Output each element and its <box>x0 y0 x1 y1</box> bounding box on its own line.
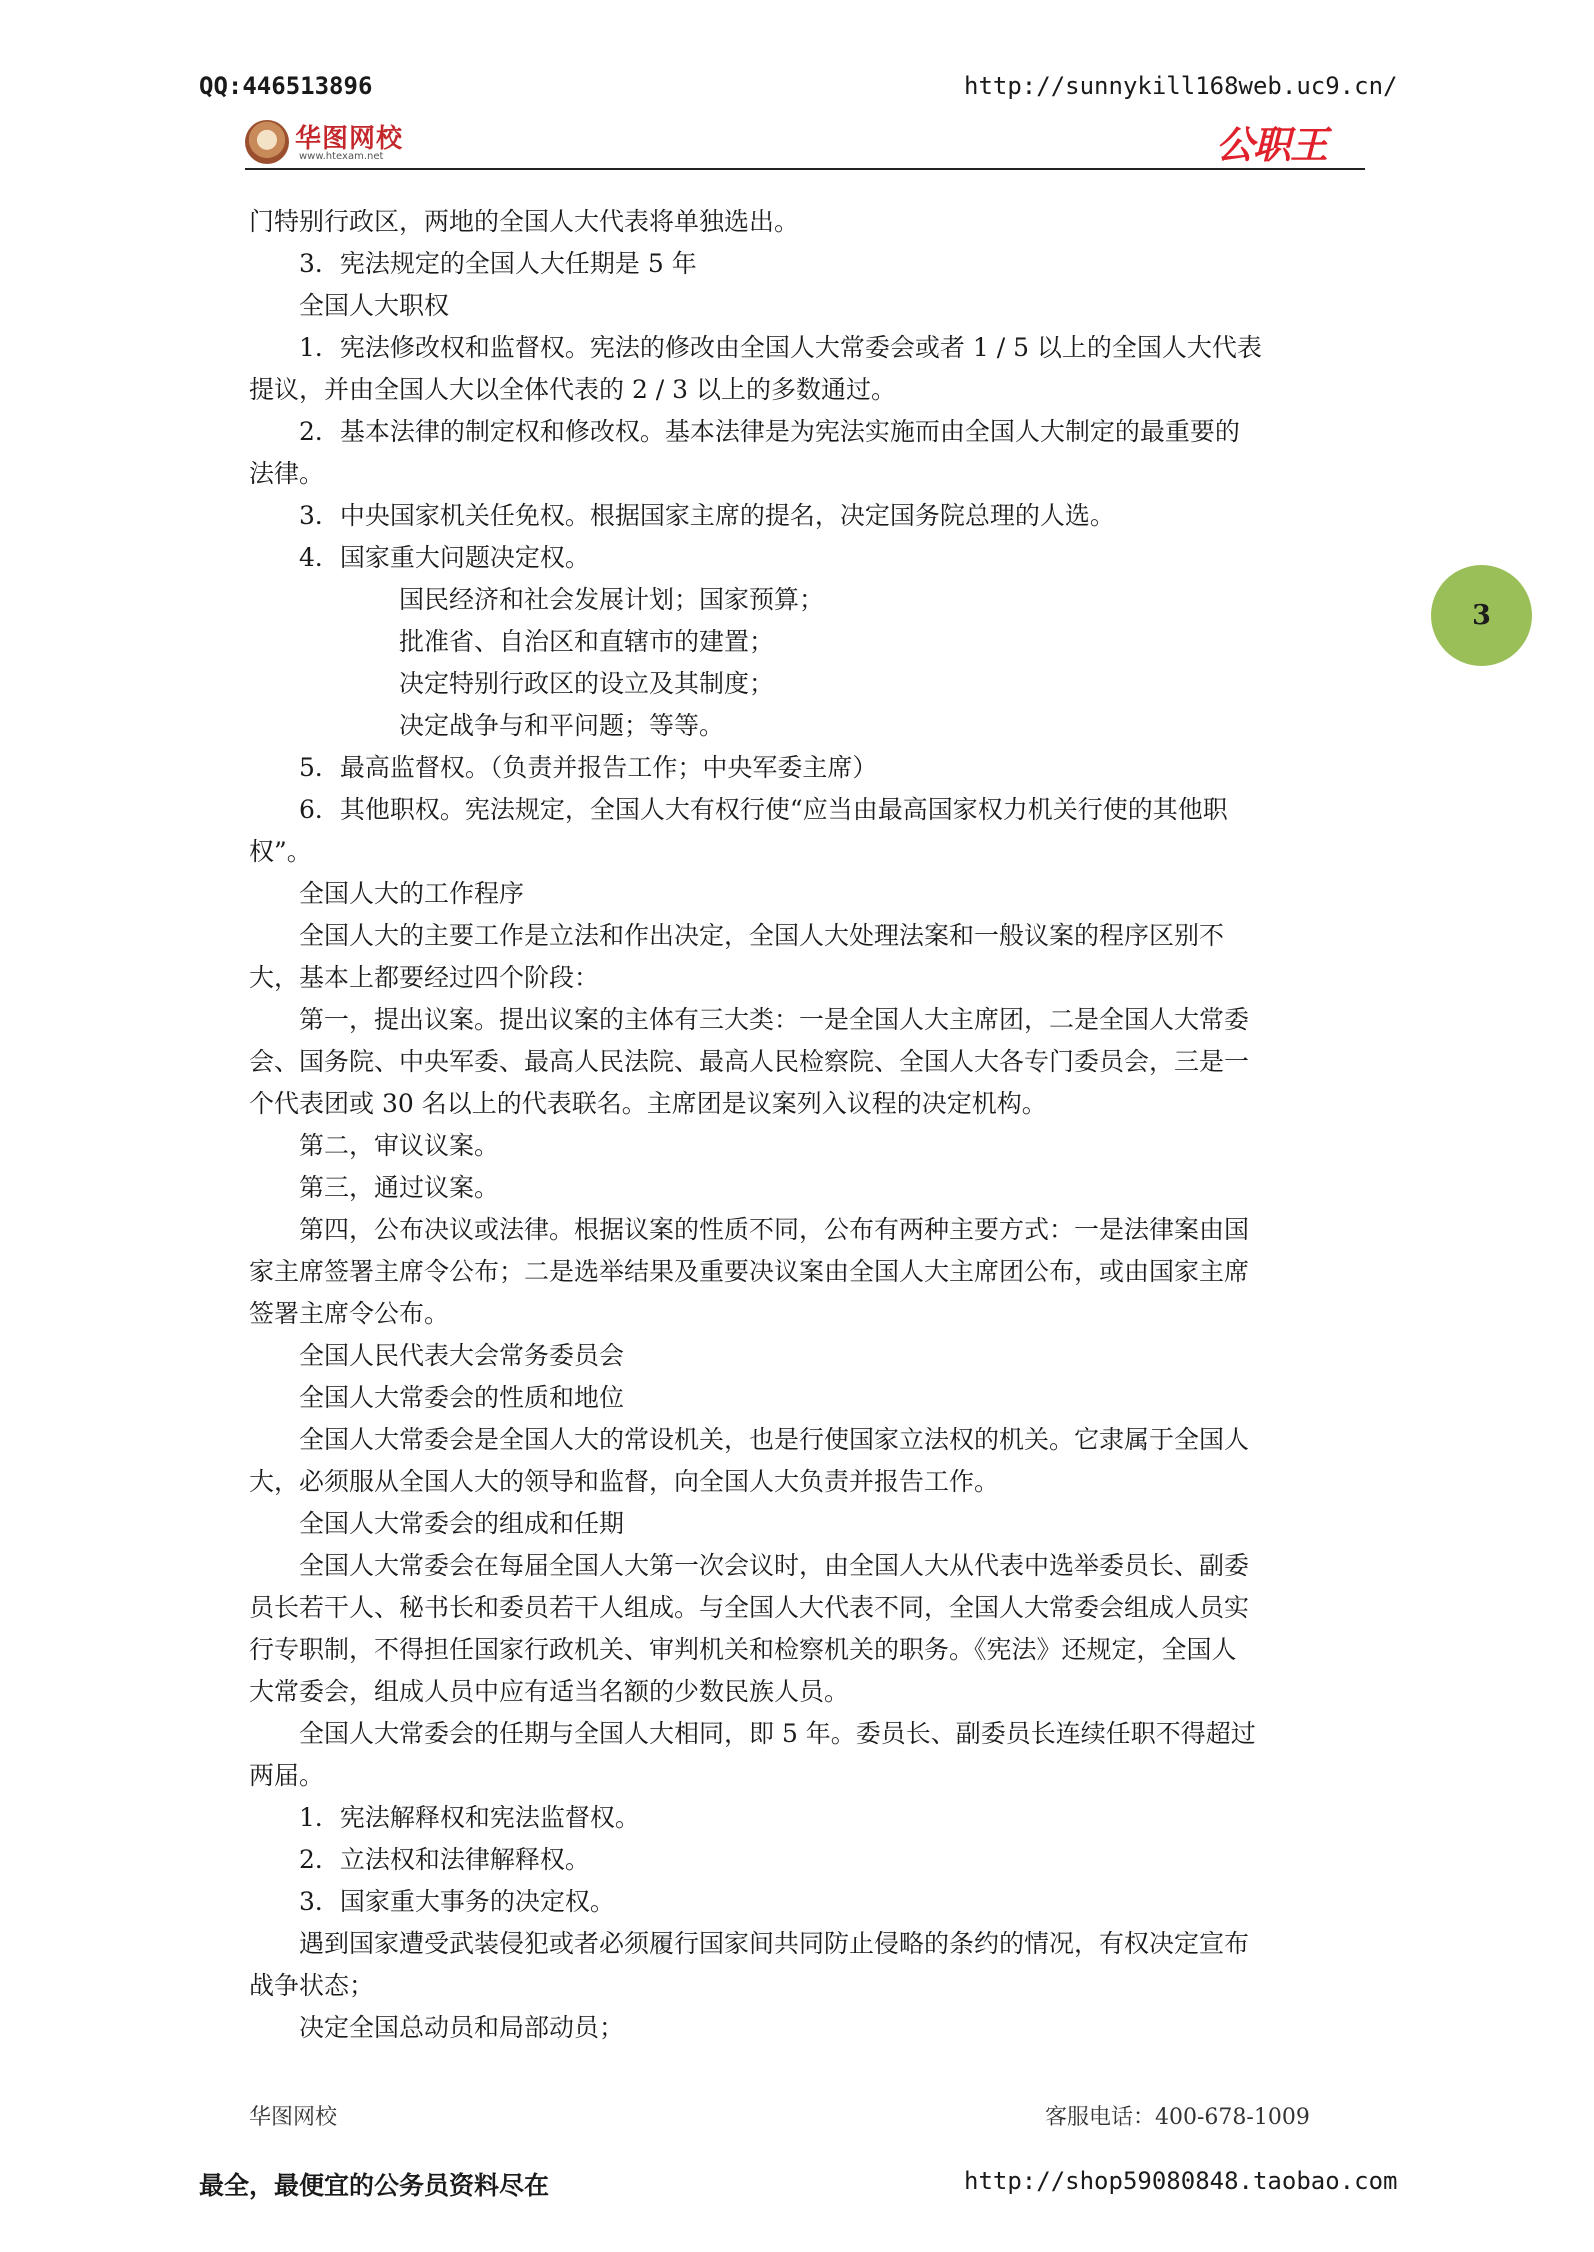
footer-brand: 华图网校 <box>249 2105 338 2130</box>
body-line: 4．国家重大问题决定权。 <box>249 543 590 572</box>
body-line: 全国人大常委会的性质和地位 <box>249 1383 625 1412</box>
huatu-logo <box>245 116 415 168</box>
body-line: 3．中央国家机关任免权。根据国家主席的提名，决定国务院总理的人选。 <box>249 501 1115 530</box>
body-line: 全国人大常委会在每届全国人大第一次会议时，由全国人大从代表中选举委员长、副委 <box>249 1551 1250 1580</box>
body-line: 全国人大的主要工作是立法和作出决定，全国人大处理法案和一般议案的程序区别不 <box>249 921 1225 950</box>
body-line: 家主席签署主席令公布；二是选举结果及重要决议案由全国人大主席团公布，或由国家主席 <box>249 1257 1250 1286</box>
body-line: 全国人大常委会的组成和任期 <box>249 1509 625 1538</box>
body-line: 行专职制，不得担任国家行政机关、审判机关和检察机关的职务。《宪法》还规定，全国人 <box>249 1635 1237 1664</box>
site-url[interactable]: http://sunnykill168web.uc9.cn/ <box>964 72 1398 100</box>
body-line: 战争状态； <box>249 1971 375 2000</box>
promo-text: 最全，最便宜的公务员资料尽在 <box>199 2171 550 2200</box>
huatu-emblem-icon <box>245 120 289 164</box>
body-line: 法律。 <box>249 459 325 488</box>
body-line: 门特别行政区，两地的全国人大代表将单独选出。 <box>249 207 800 236</box>
body-line: 2．基本法律的制定权和修改权。基本法律是为宪法实施而由全国人大制定的最重要的 <box>249 417 1240 446</box>
body-line: 权”。 <box>249 837 312 866</box>
body-line: 第二，审议议案。 <box>249 1131 500 1160</box>
body-line: 2．立法权和法律解释权。 <box>249 1845 590 1874</box>
qq-number: QQ:446513896 <box>199 72 373 100</box>
body-line: 两届。 <box>249 1761 325 1790</box>
footer-phone: 客服电话：400-678-1009 <box>1045 2105 1310 2130</box>
huatu-logo-name: 华图网校 <box>295 124 404 154</box>
body-line: 决定特别行政区的设立及其制度； <box>249 669 775 698</box>
body-line: 1．宪法解释权和宪法监督权。 <box>249 1803 640 1832</box>
body-line: 第四，公布决议或法律。根据议案的性质不同，公布有两种主要方式：一是法律案由国 <box>249 1215 1250 1244</box>
body-line: 批准省、自治区和直辖市的建置； <box>249 627 775 656</box>
body-line: 会、国务院、中央军委、最高人民法院、最高人民检察院、全国人大各专门委员会，三是一 <box>249 1047 1250 1076</box>
body-line: 全国人大的工作程序 <box>249 879 525 908</box>
body-line: 大，必须服从全国人大的领导和监督，向全国人大负责并报告工作。 <box>249 1467 1000 1496</box>
body-line: 全国人大职权 <box>249 291 450 320</box>
body-line: 提议，并由全国人大以全体代表的 2 / 3 以上的多数通过。 <box>249 375 897 404</box>
gongzhiwang-logo: 公职王 <box>1216 123 1328 167</box>
body-line: 遇到国家遭受武装侵犯或者必须履行国家间共同防止侵略的条约的情况，有权决定宣布 <box>249 1929 1250 1958</box>
huatu-logo-url: www.htexam.net <box>299 151 384 162</box>
body-line: 决定全国总动员和局部动员； <box>249 2013 625 2042</box>
body-line: 1．宪法修改权和监督权。宪法的修改由全国人大常委会或者 1 / 5 以上的全国人大代表 <box>249 333 1262 362</box>
body-line: 员长若干人、秘书长和委员若干人组成。与全国人大代表不同，全国人大常委会组成人员实 <box>249 1593 1250 1622</box>
body-line: 全国人民代表大会常务委员会 <box>249 1341 625 1370</box>
body-line: 全国人大常委会是全国人大的常设机关，也是行使国家立法权的机关。它隶属于全国人 <box>249 1425 1250 1454</box>
body-line: 个代表团或 30 名以上的代表联名。主席团是议案列入议程的决定机构。 <box>249 1089 1047 1118</box>
body-line: 决定战争与和平问题；等等。 <box>249 711 725 740</box>
header-divider <box>245 168 1365 170</box>
body-line: 第三，通过议案。 <box>249 1173 500 1202</box>
body-line: 3．国家重大事务的决定权。 <box>249 1887 615 1916</box>
document-body <box>249 201 1363 2049</box>
body-line: 全国人大常委会的任期与全国人大相同，即 5 年。委员长、副委员长连续任职不得超过 <box>249 1719 1256 1748</box>
body-line: 3．宪法规定的全国人大任期是 5 年 <box>249 249 697 278</box>
page-number-badge: 3 <box>1431 565 1532 666</box>
body-line: 第一，提出议案。提出议案的主体有三大类：一是全国人大主席团，二是全国人大常委 <box>249 1005 1250 1034</box>
body-line: 5．最高监督权。（负责并报告工作；中央军委主席） <box>249 753 878 782</box>
body-line: 大，基本上都要经过四个阶段： <box>249 963 600 992</box>
body-line: 签署主席令公布。 <box>249 1299 450 1328</box>
body-line: 大常委会，组成人员中应有适当名额的少数民族人员。 <box>249 1677 850 1706</box>
shop-url[interactable]: http://shop59080848.taobao.com <box>964 2167 1398 2195</box>
body-line: 6．其他职权。宪法规定，全国人大有权行使“应当由最高国家权力机关行使的其他职 <box>249 795 1228 824</box>
body-line: 国民经济和社会发展计划；国家预算； <box>249 585 825 614</box>
